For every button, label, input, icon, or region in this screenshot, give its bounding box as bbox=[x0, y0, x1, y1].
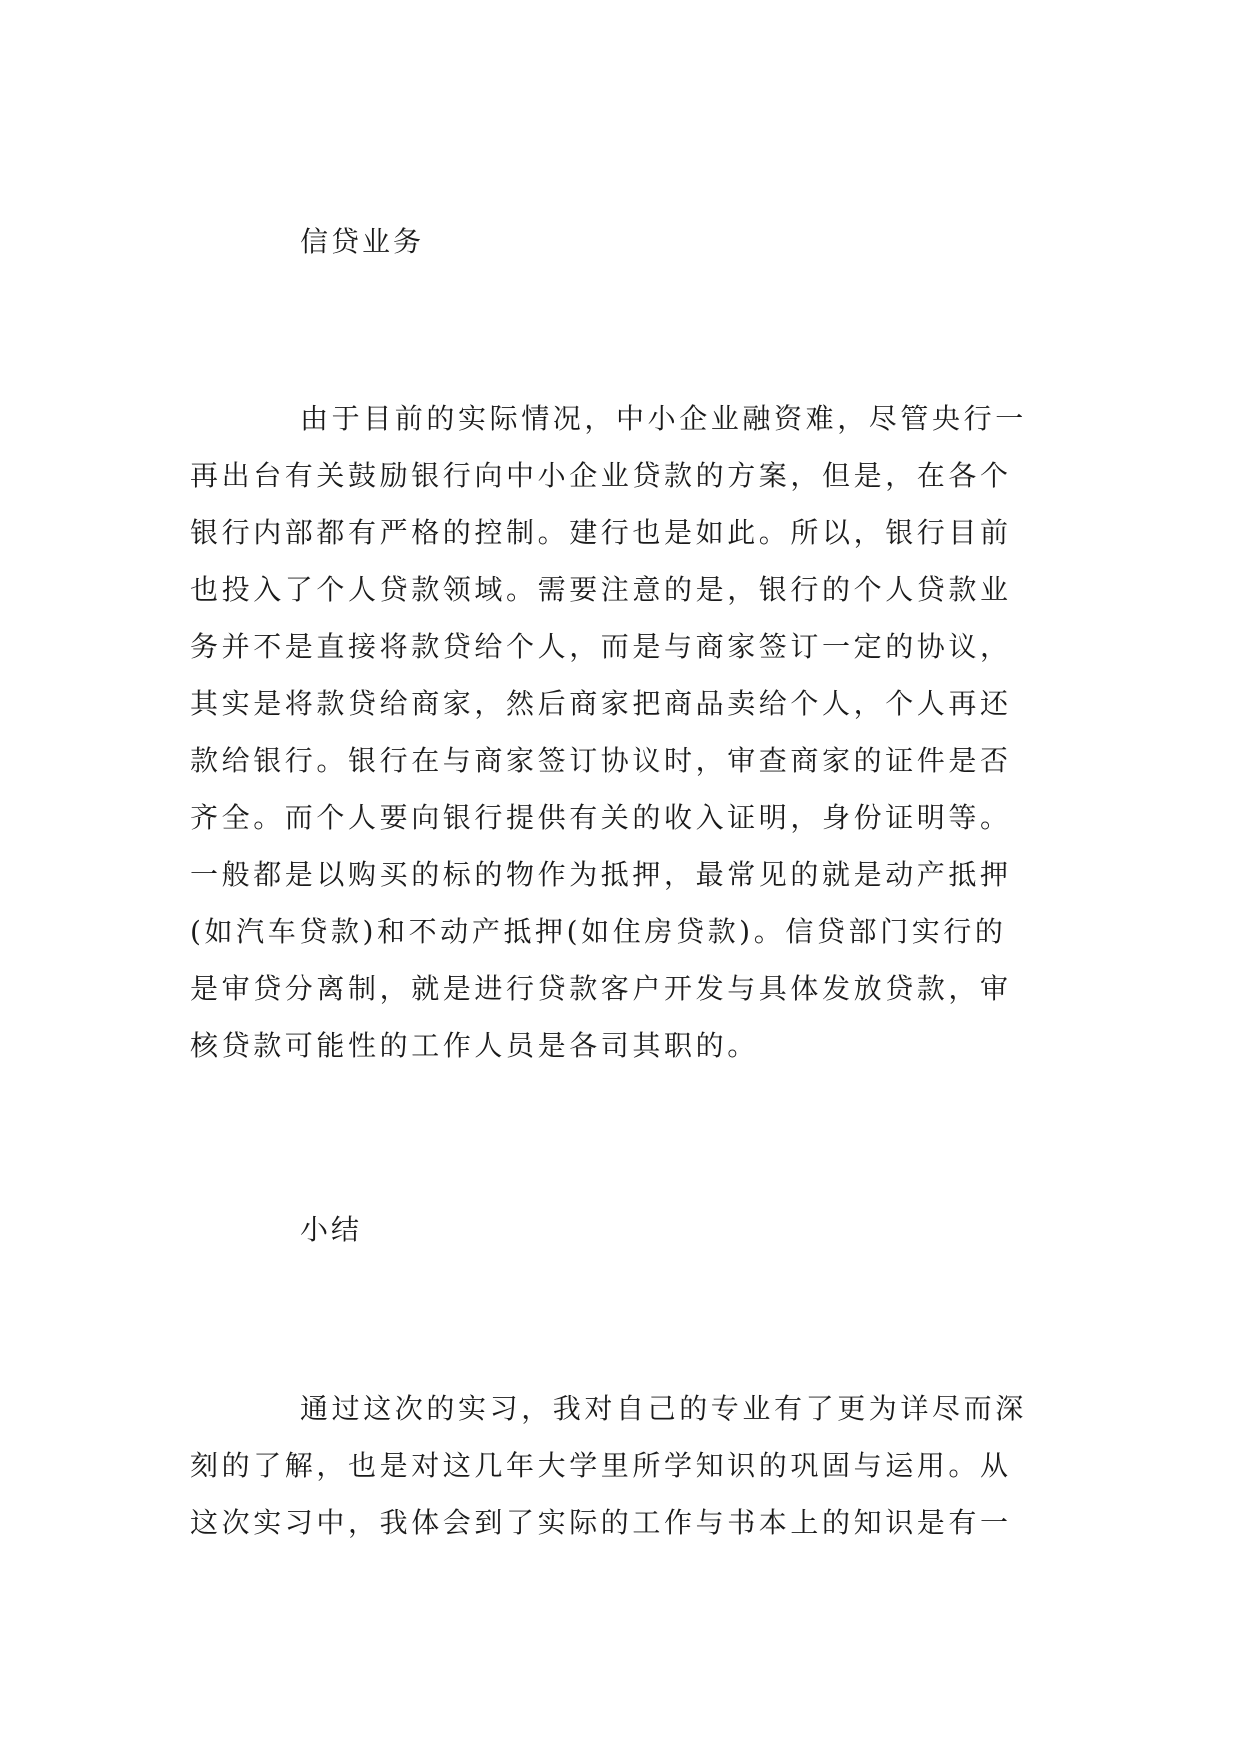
paragraph-line: (如汽车贷款)和不动产抵押(如住房贷款)。信贷部门实行的 bbox=[190, 915, 1007, 948]
paragraph-line: 其实是将款贷给商家，然后商家把商品卖给个人，个人再还 bbox=[190, 687, 1012, 720]
section-heading-credit: 信贷业务 bbox=[300, 225, 425, 258]
paragraph-credit-business bbox=[190, 390, 1050, 1074]
paragraph-line: 再出台有关鼓励银行向中小企业贷款的方案，但是，在各个 bbox=[190, 459, 1012, 492]
paragraph-summary bbox=[190, 1380, 1050, 1551]
paragraph-line: 这次实习中，我体会到了实际的工作与书本上的知识是有一 bbox=[190, 1506, 1012, 1539]
section-heading-summary: 小结 bbox=[300, 1213, 363, 1246]
paragraph-line: 核贷款可能性的工作人员是各司其职的。 bbox=[190, 1029, 759, 1062]
paragraph-line: 也投入了个人贷款领域。需要注意的是，银行的个人贷款业 bbox=[190, 573, 1012, 606]
paragraph-line: 是审贷分离制，就是进行贷款客户开发与具体发放贷款，审 bbox=[190, 972, 1012, 1005]
paragraph-line: 款给银行。银行在与商家签订协议时，审查商家的证件是否 bbox=[190, 744, 1012, 777]
paragraph-line: 务并不是直接将款贷给个人，而是与商家签订一定的协议， bbox=[190, 630, 1012, 663]
paragraph-line: 银行内部都有严格的控制。建行也是如此。所以，银行目前 bbox=[190, 516, 1012, 549]
paragraph-line: 通过这次的实习，我对自己的专业有了更为详尽而深 bbox=[300, 1392, 1027, 1425]
paragraph-line: 一般都是以购买的标的物作为抵押，最常见的就是动产抵押 bbox=[190, 858, 1012, 891]
paragraph-line: 齐全。而个人要向银行提供有关的收入证明，身份证明等。 bbox=[190, 801, 1012, 834]
paragraph-line: 刻的了解，也是对这几年大学里所学知识的巩固与运用。从 bbox=[190, 1449, 1012, 1482]
paragraph-line: 由于目前的实际情况，中小企业融资难，尽管央行一 bbox=[300, 402, 1027, 435]
